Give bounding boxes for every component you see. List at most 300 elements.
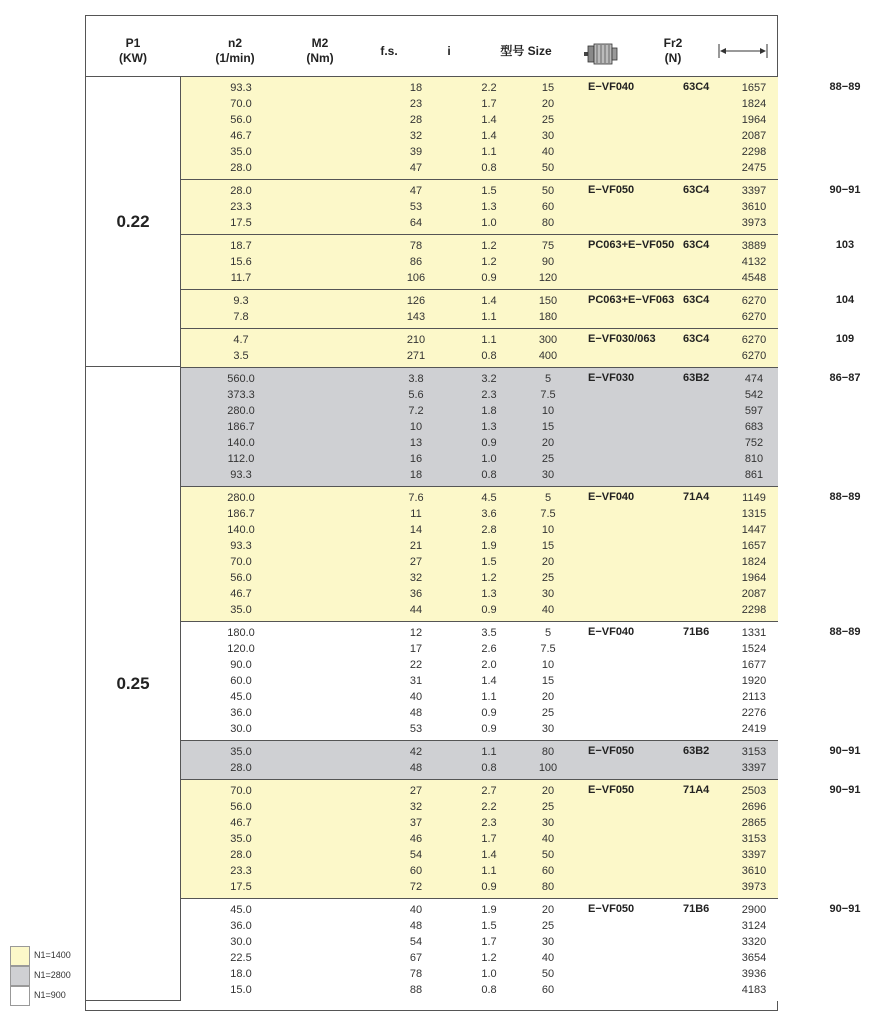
fs-cell: 1.5	[481, 556, 497, 568]
m2-cell: 5.6	[408, 389, 424, 401]
i-cell: 120	[538, 272, 558, 284]
n2-cell: 3.5	[233, 350, 249, 362]
table-row	[181, 80, 779, 96]
i-cell: 7.5	[540, 643, 556, 655]
fs-header: f.s.	[380, 44, 398, 58]
m2-cell: 37	[409, 817, 423, 829]
n2-label: n2	[227, 36, 242, 50]
m2-cell: 13	[409, 437, 423, 449]
n2-cell: 17.5	[230, 881, 252, 893]
n2-cell: 93.3	[230, 469, 252, 481]
m2-cell: 11	[410, 508, 422, 520]
i-cell: 30	[541, 588, 555, 600]
fs-cell: 3.6	[481, 508, 497, 520]
i-cell: 15	[541, 82, 555, 94]
fs-cell: 1.2	[481, 952, 497, 964]
n2-cell: 280.0	[227, 492, 255, 504]
n2-cell: 28.0	[230, 185, 252, 197]
m2-cell: 47	[409, 162, 423, 174]
n2-cell: 36.0	[230, 707, 252, 719]
n2-cell: 4.7	[233, 334, 249, 346]
gearbox-block	[180, 179, 861, 234]
motor-size: 71A4	[683, 784, 710, 796]
fs-cell: 2.8	[481, 524, 497, 536]
n2-cell: 56.0	[230, 114, 252, 126]
fs-cell: 2.0	[481, 659, 497, 671]
gearbox-model: E−VF050	[588, 784, 635, 796]
m2-cell: 39	[409, 146, 423, 158]
n2-cell: 9.3	[233, 295, 249, 307]
table-row	[181, 112, 779, 128]
motor-size: 71B6	[683, 626, 710, 638]
m2-cell: 48	[409, 920, 423, 932]
table-row	[181, 293, 779, 309]
n2-cell: 23.3	[230, 201, 252, 213]
gearbox-model: E−VF050	[588, 745, 635, 757]
m2-cell: 210	[406, 334, 426, 346]
m2-cell: 54	[409, 936, 423, 948]
fs-cell: 2.3	[481, 817, 497, 829]
gearbox-model: E−VF050	[588, 184, 635, 196]
i-cell: 20	[541, 904, 555, 916]
fr2-cell: 3889	[741, 240, 767, 252]
m2-label: M2	[311, 36, 329, 50]
fs-cell: 3.5	[481, 627, 497, 639]
n2-cell: 112.0	[227, 453, 255, 465]
fr2-cell: 2113	[742, 691, 766, 703]
catalog-page: 90−91	[829, 184, 861, 196]
i-cell: 20	[541, 437, 555, 449]
p1-label: P1	[125, 36, 141, 50]
table-row	[181, 602, 779, 618]
fr2-cell: 4183	[741, 984, 767, 996]
m2-cell: 47	[409, 185, 423, 197]
table-row	[181, 831, 779, 847]
i-cell: 75	[541, 240, 555, 252]
fs-cell: 0.9	[481, 707, 497, 719]
catalog-page: 90−91	[829, 784, 861, 796]
n2-cell: 46.7	[230, 817, 252, 829]
m2-cell: 53	[409, 723, 423, 735]
n2-cell: 56.0	[230, 801, 252, 813]
table-row	[181, 586, 779, 602]
m2-cell: 271	[406, 350, 426, 362]
i-cell: 20	[541, 556, 555, 568]
motor-icon	[583, 40, 619, 68]
n2-cell: 280.0	[227, 405, 255, 417]
fs-cell: 1.9	[481, 904, 497, 916]
fr2-cell: 3610	[741, 201, 767, 213]
m2-cell: 40	[409, 904, 423, 916]
n2-cell: 28.0	[230, 849, 252, 861]
gearbox-block	[180, 621, 861, 740]
table-row	[181, 238, 779, 254]
i-cell: 50	[541, 162, 555, 174]
i-cell: 80	[541, 746, 555, 758]
i-cell: 20	[541, 98, 555, 110]
table-row	[181, 657, 779, 673]
fr2-label: Fr2	[663, 36, 683, 50]
table-row	[181, 183, 779, 199]
i-cell: 25	[541, 801, 555, 813]
m2-cell: 54	[409, 849, 423, 861]
n2-header	[200, 36, 270, 66]
n2-cell: 70.0	[230, 556, 252, 568]
fr2-cell: 2298	[741, 604, 767, 616]
legend-swatch	[10, 986, 30, 1006]
fr2-cell: 4132	[741, 256, 767, 268]
legend	[10, 946, 80, 1006]
motor-size: 71B6	[683, 903, 710, 915]
p1-header	[108, 36, 158, 66]
gearbox-block	[180, 76, 861, 179]
legend-label: N1=1400	[34, 950, 71, 960]
n2-cell: 56.0	[230, 572, 252, 584]
gearbox-block	[180, 486, 861, 621]
fs-cell: 1.2	[481, 240, 497, 252]
table-row	[181, 199, 779, 215]
m2-cell: 21	[409, 540, 423, 552]
i-cell: 10	[541, 659, 555, 671]
fs-cell: 1.2	[481, 256, 497, 268]
fr2-cell: 2087	[741, 130, 767, 142]
n2-cell: 93.3	[230, 540, 252, 552]
legend-item	[10, 946, 80, 966]
p1-unit: (KW)	[119, 51, 147, 65]
gearbox-model: E−VF040	[588, 626, 635, 638]
m2-cell: 60	[409, 865, 423, 877]
fr2-cell: 3153	[741, 746, 767, 758]
fr2-cell: 1315	[741, 508, 767, 520]
i-cell: 50	[541, 968, 555, 980]
fr2-cell: 2900	[741, 904, 767, 916]
table-row	[181, 744, 779, 760]
fs-cell: 1.0	[481, 968, 497, 980]
motor-size: 63C4	[683, 184, 710, 196]
motor-size: 63C4	[683, 294, 710, 306]
fr2-cell: 1824	[741, 98, 767, 110]
table-row	[181, 254, 779, 270]
n2-cell: 93.3	[230, 82, 252, 94]
n2-cell: 373.3	[227, 389, 255, 401]
fs-cell: 1.0	[481, 217, 497, 229]
fr2-cell: 1657	[741, 540, 767, 552]
table-row	[181, 128, 779, 144]
legend-label: N1=900	[34, 990, 66, 1000]
gearbox-block	[180, 367, 861, 486]
i-cell: 80	[541, 881, 555, 893]
fs-cell: 2.7	[481, 785, 497, 797]
n2-cell: 560.0	[227, 373, 255, 385]
i-cell: 25	[541, 920, 555, 932]
i-cell: 30	[541, 469, 555, 481]
table-row	[181, 348, 779, 364]
i-cell: 5	[544, 373, 552, 385]
table-row	[181, 847, 779, 863]
fs-cell: 0.8	[481, 984, 497, 996]
m2-cell: 23	[409, 98, 423, 110]
m2-cell: 88	[409, 984, 423, 996]
table-row	[181, 371, 779, 387]
fr2-cell: 597	[744, 405, 764, 417]
fs-cell: 1.5	[481, 920, 497, 932]
n2-cell: 60.0	[230, 675, 252, 687]
catalog-page: 86−87	[829, 372, 861, 384]
n2-cell: 28.0	[230, 762, 252, 774]
legend-label: N1=2800	[34, 970, 71, 980]
size-header: 型号 Size	[500, 44, 552, 58]
table-row	[181, 215, 779, 231]
table-row	[181, 435, 779, 451]
fs-cell: 0.9	[481, 723, 497, 735]
fr2-cell: 3654	[741, 952, 767, 964]
fr2-cell: 1331	[741, 627, 767, 639]
fr2-cell: 1920	[741, 675, 767, 687]
m2-cell: 10	[409, 421, 423, 433]
i-cell: 25	[541, 707, 555, 719]
fs-cell: 1.3	[481, 421, 497, 433]
fs-cell: 1.4	[481, 114, 497, 126]
table-row	[181, 309, 779, 325]
fs-cell: 0.9	[481, 604, 497, 616]
fs-cell: 2.6	[481, 643, 497, 655]
n2-cell: 30.0	[230, 936, 252, 948]
n2-cell: 45.0	[230, 904, 252, 916]
table-row	[181, 490, 779, 506]
power-group	[86, 76, 180, 367]
n2-cell: 15.6	[230, 256, 252, 268]
i-cell: 5	[544, 627, 552, 639]
fs-cell: 0.9	[481, 272, 497, 284]
table-row	[181, 419, 779, 435]
fs-cell: 0.8	[481, 350, 497, 362]
fr2-cell: 2503	[741, 785, 767, 797]
n2-cell: 45.0	[230, 691, 252, 703]
fr2-cell: 474	[744, 373, 764, 385]
motor-size: 63C4	[683, 81, 710, 93]
m2-cell: 27	[409, 785, 423, 797]
fr2-cell: 1824	[741, 556, 767, 568]
table-row	[181, 387, 779, 403]
fs-cell: 1.7	[481, 98, 497, 110]
motor-size: 63B2	[683, 745, 710, 757]
m2-cell: 48	[409, 707, 423, 719]
n2-cell: 186.7	[227, 421, 255, 433]
fr2-cell: 1524	[741, 643, 767, 655]
fr2-cell: 1447	[741, 524, 767, 536]
i-cell: 30	[541, 130, 555, 142]
i-cell: 40	[541, 604, 555, 616]
i-cell: 25	[541, 572, 555, 584]
fr2-cell: 2696	[741, 801, 767, 813]
table-row	[181, 783, 779, 799]
table-row	[181, 705, 779, 721]
n2-cell: 23.3	[230, 865, 252, 877]
m2-cell: 86	[409, 256, 423, 268]
fr2-cell: 1657	[741, 82, 767, 94]
fr2-cell: 542	[744, 389, 764, 401]
fs-cell: 1.4	[481, 130, 497, 142]
legend-swatch	[10, 966, 30, 986]
table-row	[181, 982, 779, 998]
fr2-cell: 6270	[741, 295, 767, 307]
gearbox-block	[180, 898, 861, 1001]
i-cell: 100	[538, 762, 558, 774]
n2-cell: 35.0	[230, 604, 252, 616]
fr2-cell: 3973	[741, 217, 767, 229]
table-row	[181, 467, 779, 483]
table-row	[181, 966, 779, 982]
table-row	[181, 918, 779, 934]
n2-cell: 15.0	[230, 984, 252, 996]
n2-cell: 18.7	[230, 240, 252, 252]
n2-cell: 7.8	[233, 311, 249, 323]
motor-size: 63B2	[683, 372, 710, 384]
n2-cell: 30.0	[230, 723, 252, 735]
fs-cell: 1.7	[481, 833, 497, 845]
gearbox-model: E−VF050	[588, 903, 635, 915]
fr2-cell: 2419	[741, 723, 767, 735]
gearbox-block	[180, 740, 861, 779]
n2-cell: 90.0	[230, 659, 252, 671]
n2-cell: 186.7	[227, 508, 255, 520]
fr2-cell: 3973	[741, 881, 767, 893]
m2-cell: 32	[409, 801, 423, 813]
catalog-page: 109	[835, 333, 855, 345]
fs-cell: 1.3	[481, 588, 497, 600]
n2-cell: 28.0	[230, 162, 252, 174]
fr2-cell: 4548	[741, 272, 767, 284]
table-row	[181, 950, 779, 966]
i-cell: 5	[544, 492, 552, 504]
fs-cell: 0.9	[481, 437, 497, 449]
fs-cell: 1.7	[481, 936, 497, 948]
table-row	[181, 799, 779, 815]
fs-cell: 1.9	[481, 540, 497, 552]
fr2-cell: 1677	[741, 659, 767, 671]
gearbox-block	[180, 328, 855, 367]
m2-cell: 28	[409, 114, 423, 126]
i-cell: 15	[541, 540, 555, 552]
n2-cell: 70.0	[230, 785, 252, 797]
catalog-page: 103	[835, 239, 855, 251]
table-row	[181, 403, 779, 419]
table-row	[181, 332, 779, 348]
motor-size: 63C4	[683, 333, 710, 345]
fs-cell: 4.5	[481, 492, 497, 504]
i-cell: 80	[541, 217, 555, 229]
i-cell: 30	[541, 817, 555, 829]
table-row	[181, 538, 779, 554]
motor-size: 63C4	[683, 239, 710, 251]
n2-cell: 22.5	[230, 952, 252, 964]
m2-cell: 78	[409, 240, 423, 252]
m2-cell: 32	[409, 572, 423, 584]
fs-cell: 2.2	[481, 82, 497, 94]
fs-cell: 1.0	[481, 453, 497, 465]
table-row	[181, 902, 779, 918]
m2-cell: 32	[409, 130, 423, 142]
fr2-cell: 2087	[741, 588, 767, 600]
fr2-cell: 2475	[741, 162, 767, 174]
m2-cell: 7.2	[408, 405, 424, 417]
n2-cell: 11.7	[230, 272, 252, 284]
fs-cell: 0.9	[481, 881, 497, 893]
fr2-cell: 683	[744, 421, 764, 433]
fs-cell: 2.3	[481, 389, 497, 401]
fr2-cell: 3936	[741, 968, 767, 980]
fs-cell: 1.5	[481, 185, 497, 197]
n2-cell: 140.0	[227, 437, 255, 449]
table-row	[181, 879, 779, 895]
table-header	[86, 16, 777, 77]
fr2-cell: 6270	[741, 350, 767, 362]
n2-cell: 35.0	[230, 833, 252, 845]
i-cell: 10	[541, 405, 555, 417]
m2-cell: 12	[409, 627, 423, 639]
n2-cell: 46.7	[230, 588, 252, 600]
m2-cell: 44	[409, 604, 423, 616]
m2-cell: 106	[406, 272, 426, 284]
m2-cell: 42	[409, 746, 423, 758]
m2-cell: 36	[409, 588, 423, 600]
fr2-cell: 3153	[741, 833, 767, 845]
fr2-cell: 3320	[741, 936, 767, 948]
table-row	[181, 689, 779, 705]
table-row	[181, 641, 779, 657]
i-cell: 90	[541, 256, 555, 268]
i-cell: 7.5	[540, 508, 556, 520]
i-cell: 25	[541, 114, 555, 126]
gearbox-model: E−VF040	[588, 491, 635, 503]
fs-cell: 0.8	[481, 469, 497, 481]
n2-cell: 35.0	[230, 746, 252, 758]
fs-cell: 1.1	[481, 311, 497, 323]
n2-cell: 18.0	[230, 968, 252, 980]
n2-cell: 35.0	[230, 146, 252, 158]
i-cell: 30	[541, 723, 555, 735]
m2-cell: 53	[409, 201, 423, 213]
fs-cell: 1.1	[481, 334, 497, 346]
catalog-page: 104	[835, 294, 855, 306]
n2-cell: 36.0	[230, 920, 252, 932]
fs-cell: 1.1	[481, 691, 497, 703]
fs-cell: 1.4	[481, 675, 497, 687]
i-cell: 60	[541, 201, 555, 213]
table-row	[181, 96, 779, 112]
m2-cell: 78	[409, 968, 423, 980]
i-cell: 400	[538, 350, 558, 362]
m2-cell: 27	[409, 556, 423, 568]
fs-cell: 1.1	[481, 746, 497, 758]
fs-cell: 1.1	[481, 146, 497, 158]
n2-cell: 180.0	[227, 627, 255, 639]
m2-header	[290, 36, 350, 66]
n2-unit: (1/min)	[215, 51, 255, 65]
table-row	[181, 760, 779, 776]
i-cell: 60	[541, 865, 555, 877]
n2-cell: 120.0	[227, 643, 255, 655]
table-row	[181, 554, 779, 570]
m2-cell: 17	[409, 643, 423, 655]
m2-cell: 48	[409, 762, 423, 774]
dimension-arrow-icon	[718, 44, 768, 58]
m2-cell: 46	[409, 833, 423, 845]
fr2-cell: 1964	[741, 572, 767, 584]
motor-size: 71A4	[683, 491, 710, 503]
fr2-cell: 2865	[741, 817, 767, 829]
fr2-cell: 3397	[741, 762, 767, 774]
